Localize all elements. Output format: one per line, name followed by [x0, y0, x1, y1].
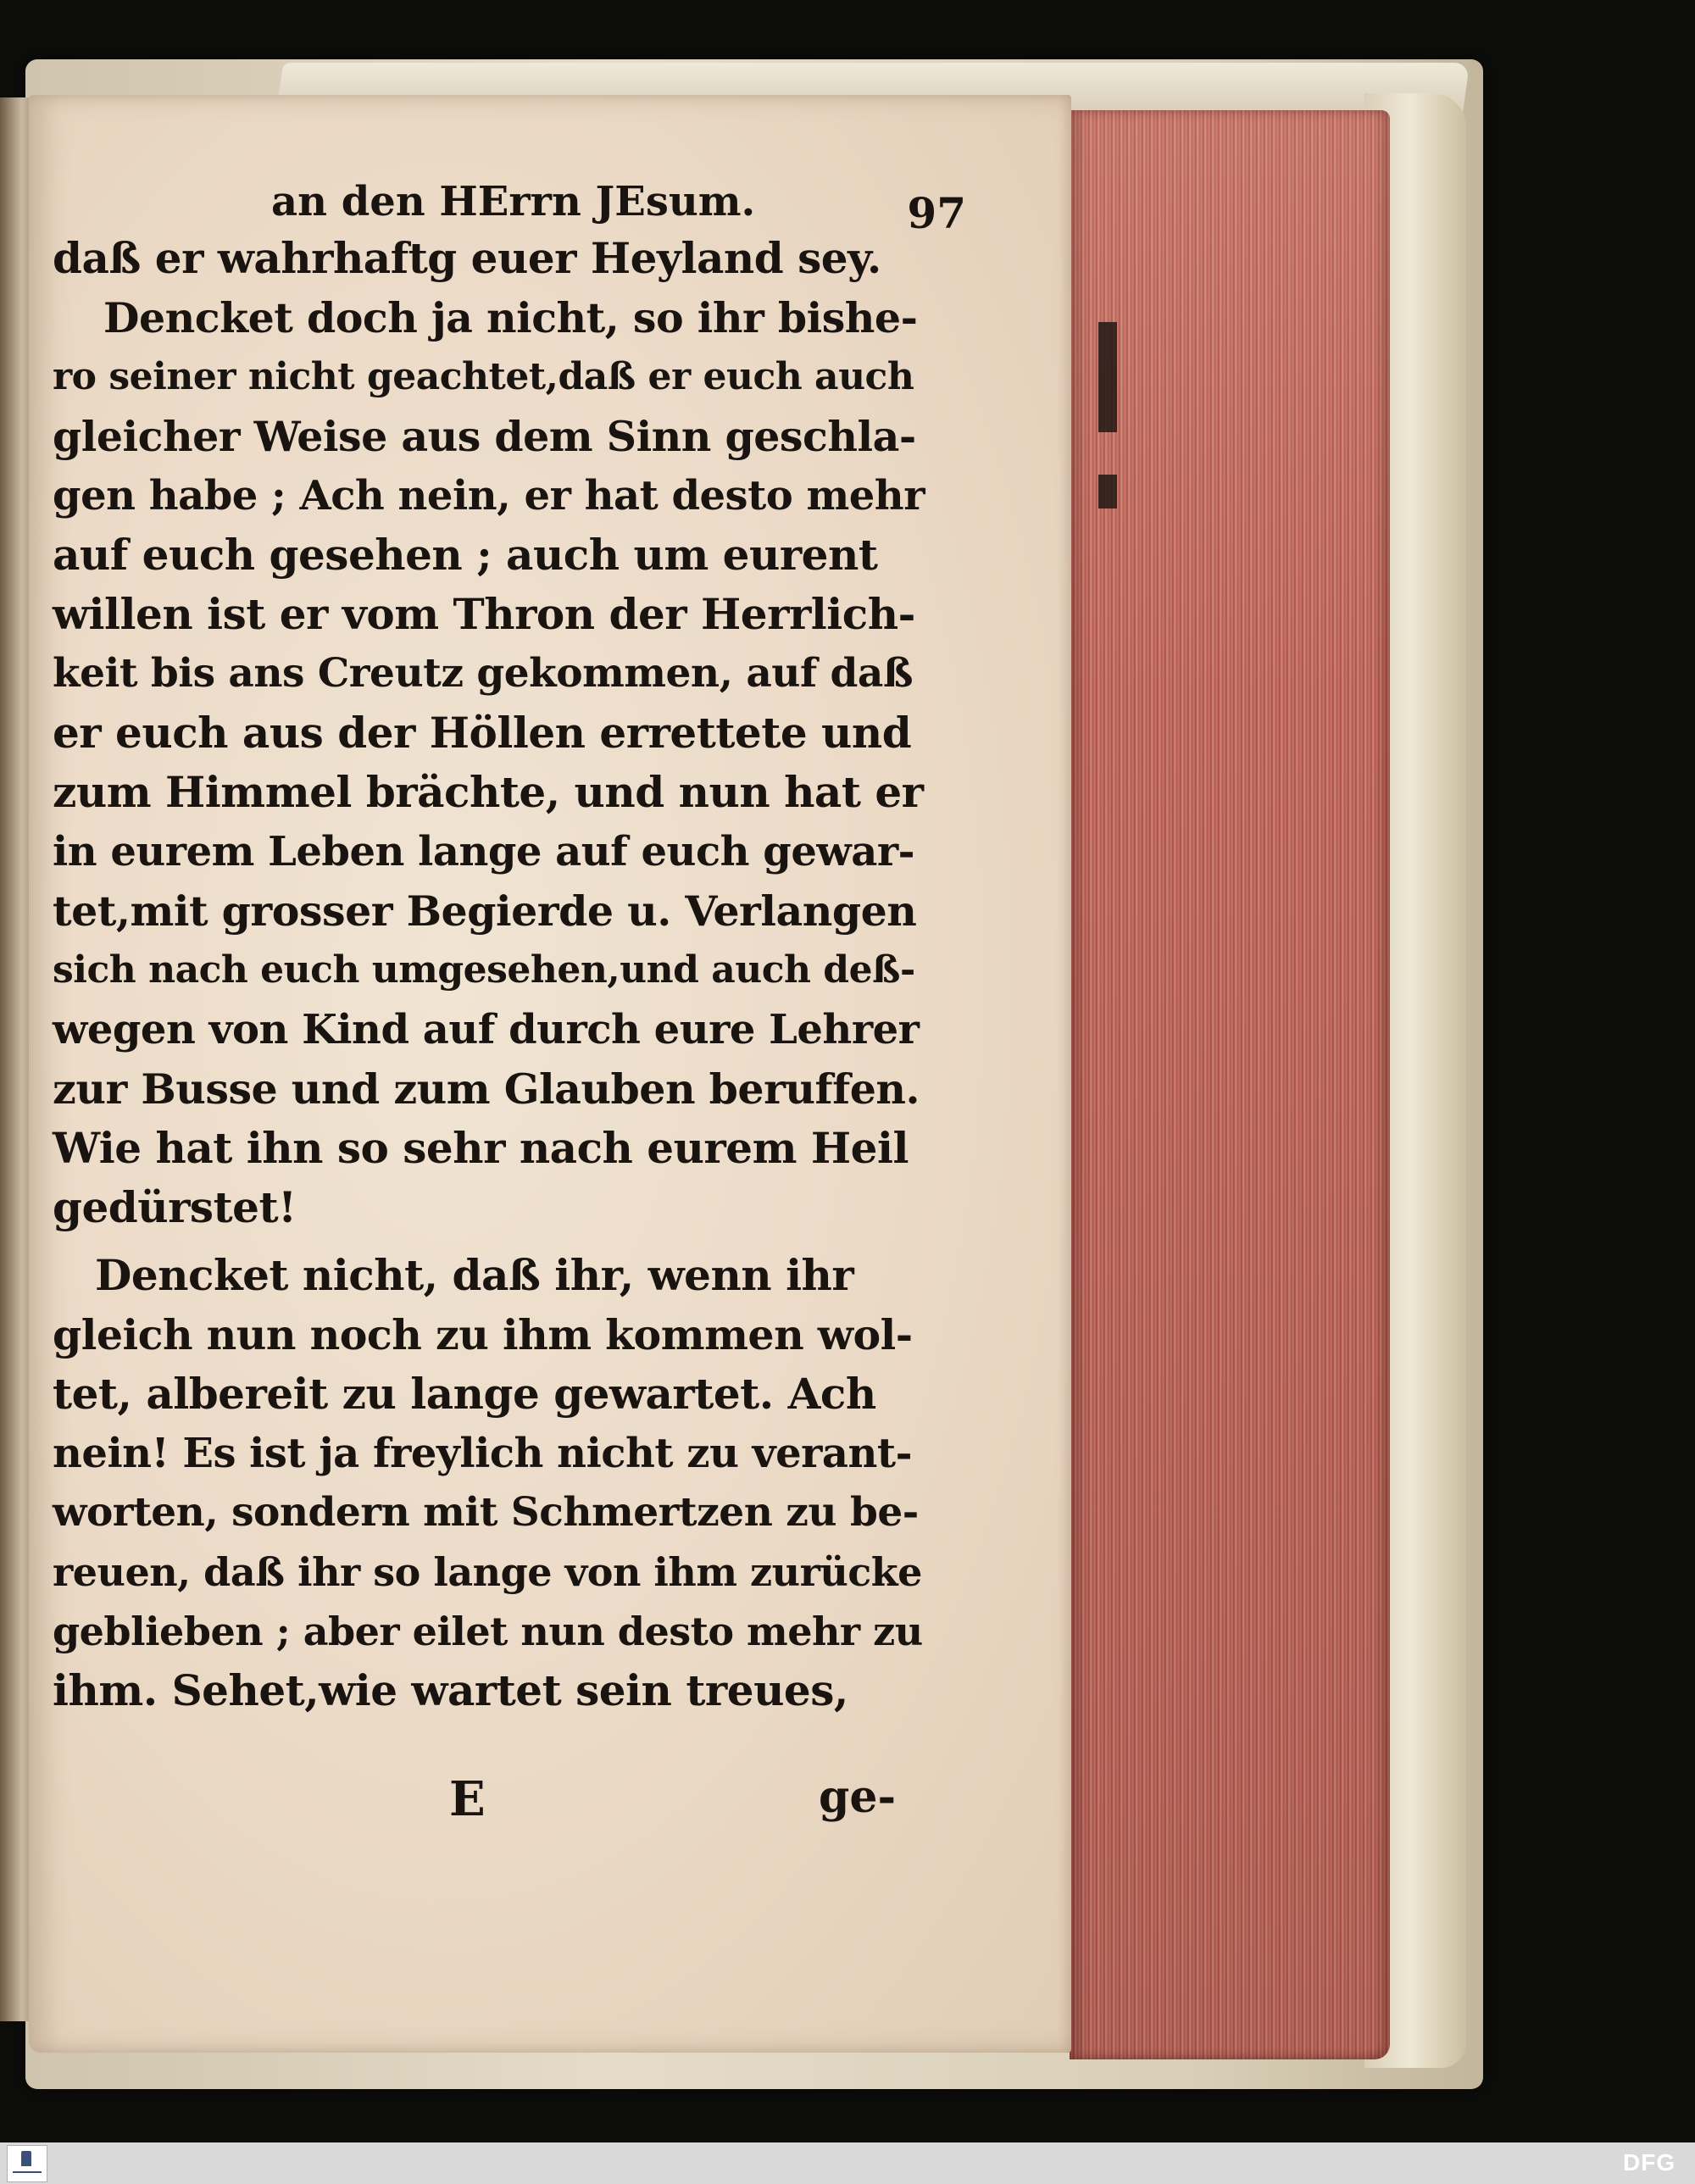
running-title: an den HErrn JEsum. — [271, 178, 756, 225]
ink-bleed-mark — [1098, 322, 1117, 432]
text-line: zum Himmel brächte, und nun hat er — [53, 767, 924, 817]
ink-bleed-mark — [1098, 475, 1117, 508]
text-line: willen ist er vom Thron der Herrlich- — [53, 589, 915, 639]
text-line: tet,mit grosser Begierde u. Verlangen — [53, 886, 917, 936]
dfg-logo[interactable]: DFG — [1623, 2149, 1676, 2176]
text-line: er euch aus der Höllen errettete und — [53, 708, 912, 758]
text-line: geblieben ; aber eilet nun desto mehr zu — [53, 1609, 923, 1654]
fore-edge-shading — [1070, 110, 1390, 2059]
library-logo-rule — [13, 2171, 42, 2173]
text-line: gleich nun noch zu ihm kommen wol- — [53, 1310, 913, 1359]
catchword: ge- — [819, 1771, 897, 1823]
text-line: in eurem Leben lange auf euch gewar- — [53, 828, 915, 875]
page-number: 97 — [907, 188, 966, 238]
text-line: Wie hat ihn so sehr nach eurem Heil — [53, 1123, 909, 1173]
viewer-footer-bar — [0, 2142, 1695, 2184]
library-logo-icon — [21, 2151, 31, 2166]
text-line: Dencket doch ja nicht, so ihr bishe- — [103, 293, 918, 342]
signature-mark: E — [449, 1771, 486, 1827]
text-line: tet, albereit zu lange gewartet. Ach — [53, 1369, 876, 1419]
text-line: reuen, daß ihr so lange von ihm zurücke — [53, 1549, 922, 1595]
text-line: nein! Es ist ja freylich nicht zu verant- — [53, 1430, 912, 1477]
text-line: wegen von Kind auf durch eure Lehrer — [53, 1006, 920, 1053]
text-line: worten, sondern mit Schmertzen zu be- — [53, 1489, 919, 1536]
text-line: auf euch gesehen ; auch um eurent — [53, 530, 878, 580]
text-line: ro seiner nicht geachtet,daß er euch auch — [53, 355, 914, 398]
text-line: gedürstet! — [53, 1182, 297, 1232]
text-line: sich nach euch umgesehen,und auch deß- — [53, 948, 915, 992]
text-line: zur Busse und zum Glauben beruffen. — [53, 1064, 920, 1114]
text-line: ihm. Sehet,wie wartet sein treues, — [53, 1665, 848, 1715]
text-line: gleicher Weise aus dem Sinn geschla- — [53, 412, 916, 461]
text-line: keit bis ans Creutz gekommen, auf daß — [53, 650, 914, 697]
library-logo[interactable] — [7, 2145, 47, 2182]
text-line: Dencket nicht, daß ihr, wenn ihr — [95, 1250, 854, 1300]
text-line: daß er wahrhaftg euer Heyland sey. — [53, 233, 881, 283]
text-line: gen habe ; Ach nein, er hat desto mehr — [53, 472, 925, 520]
